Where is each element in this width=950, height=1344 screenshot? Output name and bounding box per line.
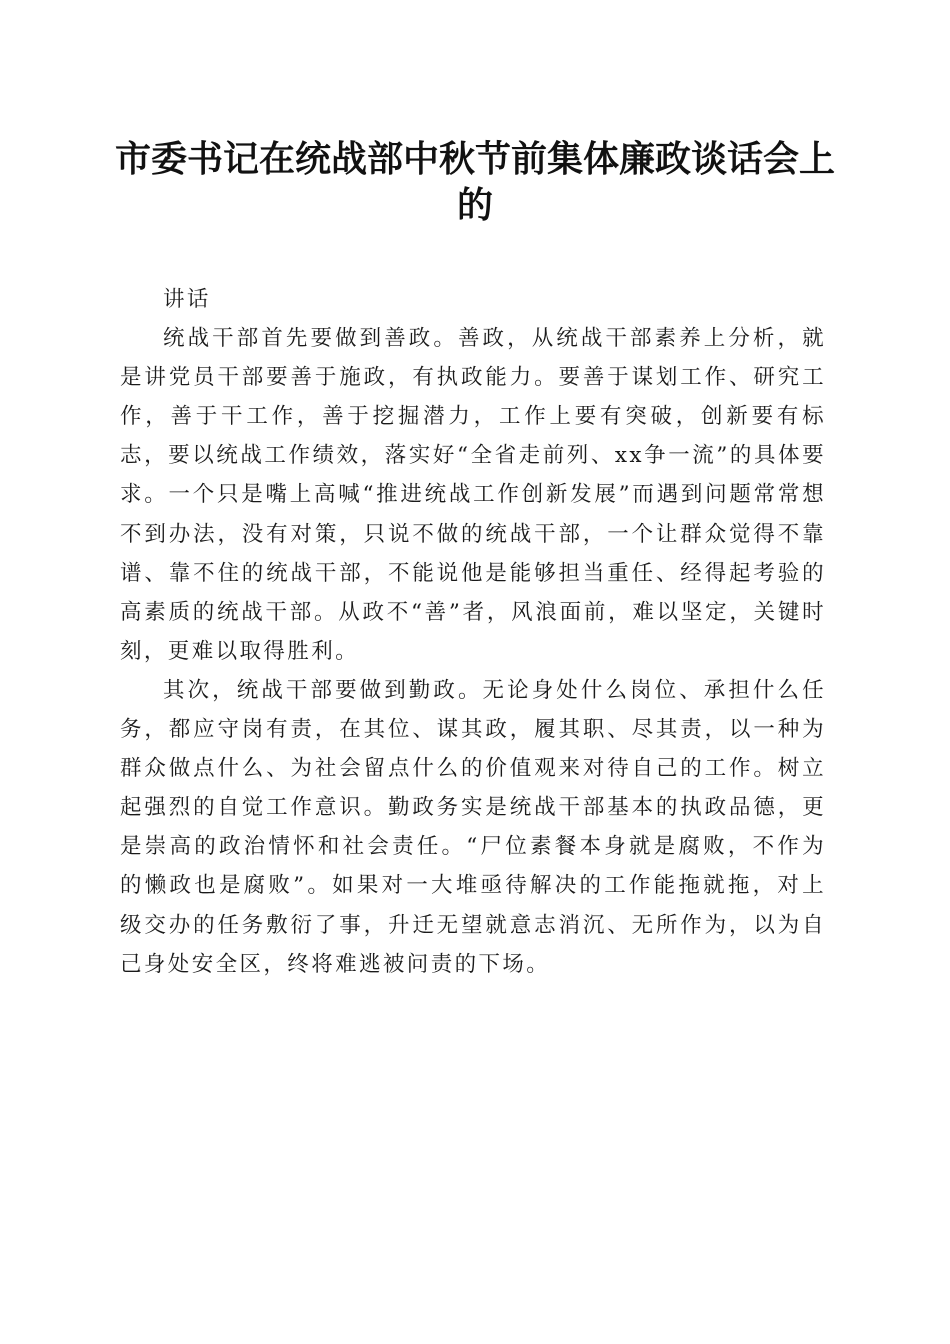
document-title: 市委书记在统战部中秋节前集体廉政谈话会上的	[114, 138, 835, 226]
paragraph-subtitle: 讲话	[163, 287, 211, 312]
document-body	[120, 280, 826, 984]
paragraph-good-governance: 统战干部首先要做到善政。善政，从统战干部素养上分析，就是讲党员干部要善于施政，有执政能力。要善于谋划工作、研究工作，善于干工作，善于挖掘潜力，工作上要有突破，创新要有标志，要以统战工作绩效，落实好“全省走前列、xx争一流”的具体要求。一个只是嘴上高喊“推进统战工作创新发展”而遇到问题常常想不到办法，没有对策，只说不做的统战干部，一个让群众觉得不靠谱、靠不住的统战干部，不能说他是能够担当重任、经得起考验的高素质的统战干部。从政不“善”者，风浪面前，难以坚定，关键时刻，更难以取得胜利。	[120, 326, 826, 664]
paragraph-diligent-governance: 其次，统战干部要做到勤政。无论身处什么岗位、承担什么任务，都应守岗有责，在其位、谋其政，履其职、尽其责，以一种为群众做点什么、为社会留点什么的价值观来对待自己的工作。树立起强烈的自觉工作意识。勤政务实是统战干部基本的执政品德，更是崇高的政治情怀和社会责任。“尸位素餐本身就是腐败，不作为的懒政也是腐败”。如果对一大堆亟待解决的工作能拖就拖，对上级交办的任务敷衍了事，升迁无望就意志消沉、无所作为，以为自己身处安全区，终将难逃被问责的下场。	[120, 677, 826, 977]
